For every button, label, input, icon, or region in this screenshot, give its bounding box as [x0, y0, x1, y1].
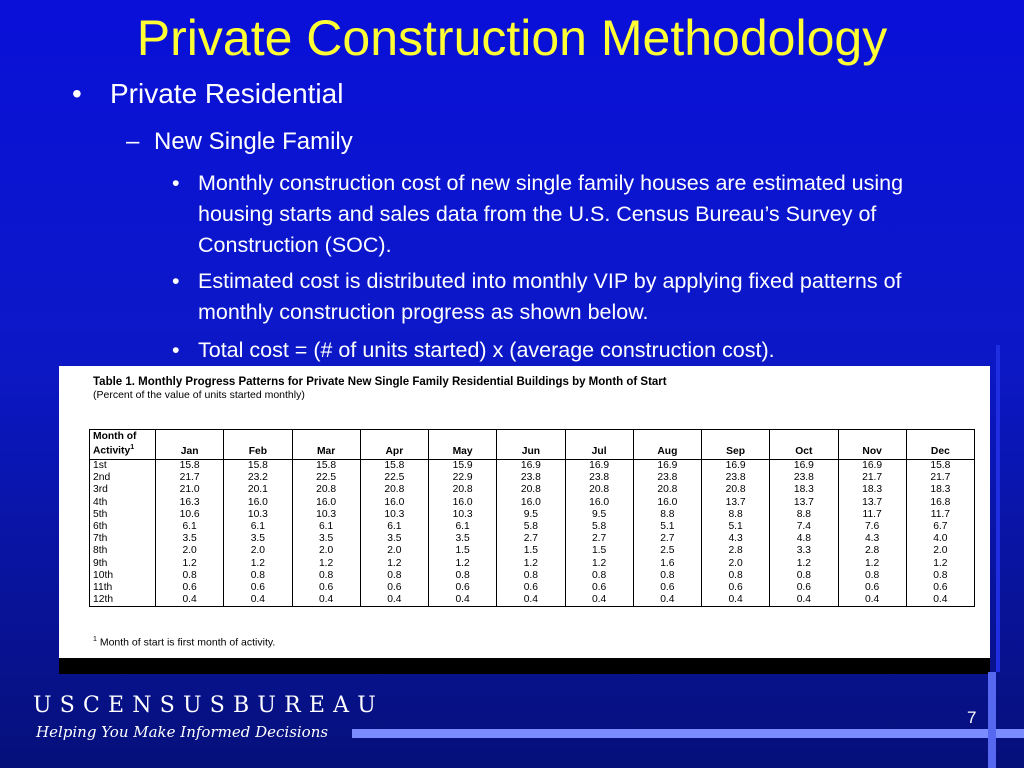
column-header: Jul [565, 430, 633, 460]
column-header: Aug [633, 430, 701, 460]
table-row [90, 484, 975, 496]
table-cell: 0.4 [429, 594, 497, 607]
bullet-level1-text: Private Residential [110, 78, 344, 109]
table-cell: 16.9 [770, 460, 838, 473]
table-cell: 0.8 [838, 570, 906, 582]
table-cell: 18.3 [770, 484, 838, 496]
table-cell: 21.0 [156, 484, 224, 496]
table-cell: 16.3 [156, 497, 224, 509]
table-cell: 21.7 [838, 472, 906, 484]
table-row [90, 545, 975, 557]
table-cell: 0.8 [770, 570, 838, 582]
table-cell: 1.2 [292, 558, 360, 570]
table-cell: 0.8 [702, 570, 770, 582]
table-cell: 2.8 [838, 545, 906, 557]
table-cell: 11.7 [906, 509, 974, 521]
footnote-text: Month of start is first month of activity. [99, 636, 276, 649]
table-cell: 0.6 [906, 582, 974, 594]
table-cell: 16.8 [906, 497, 974, 509]
table-title: Table 1. Monthly Progress Patterns for Private New Single Family Residential Buildings by Month of Start [93, 376, 667, 388]
table-row [90, 533, 975, 545]
table-cell: 8.8 [770, 509, 838, 521]
table-row [90, 582, 975, 594]
table-cell: 0.6 [565, 582, 633, 594]
table-cell: 23.2 [224, 472, 292, 484]
table-cell: 1.6 [633, 558, 701, 570]
row-label: 1st [90, 460, 156, 473]
table-cell: 23.8 [633, 472, 701, 484]
table-row [90, 472, 975, 484]
table-cell: 3.5 [224, 533, 292, 545]
table-cell: 20.8 [429, 484, 497, 496]
row-label: 2nd [90, 472, 156, 484]
table-cell: 0.8 [292, 570, 360, 582]
table-cell: 0.6 [702, 582, 770, 594]
table-row [90, 509, 975, 521]
table-cell: 21.7 [906, 472, 974, 484]
table-cell: 9.5 [497, 509, 565, 521]
table-cell: 1.5 [497, 545, 565, 557]
table-cell: 6.1 [360, 521, 428, 533]
table-cell: 0.8 [906, 570, 974, 582]
bullet-glyph: • [172, 338, 180, 362]
table-cell: 0.6 [497, 582, 565, 594]
bullet-level2-text: New Single Family [154, 128, 353, 155]
table-cell: 6.1 [292, 521, 360, 533]
table-row [90, 594, 975, 607]
table-cell: 10.6 [156, 509, 224, 521]
table-cell: 0.4 [156, 594, 224, 607]
table-cell: 15.8 [360, 460, 428, 473]
table-cell: 1.2 [224, 558, 292, 570]
table-cell: 2.8 [702, 545, 770, 557]
decorative-vertical-bar-upper [996, 345, 1000, 672]
table-cell: 0.4 [838, 594, 906, 607]
table-cell: 1.2 [429, 558, 497, 570]
table-cell: 2.0 [906, 545, 974, 557]
table-cell: 0.4 [906, 594, 974, 607]
table-row [90, 460, 975, 473]
table-cell: 6.7 [906, 521, 974, 533]
table-cell: 10.3 [360, 509, 428, 521]
table-cell: 16.9 [702, 460, 770, 473]
row-label: 9th [90, 558, 156, 570]
table-cell: 16.0 [497, 497, 565, 509]
bullet-glyph: • [172, 269, 180, 293]
table-cell: 2.0 [224, 545, 292, 557]
table-cell: 0.6 [292, 582, 360, 594]
table-cell: 5.8 [497, 521, 565, 533]
table-cell: 1.2 [906, 558, 974, 570]
table-cell: 0.8 [565, 570, 633, 582]
table-cell: 0.4 [360, 594, 428, 607]
table-cell: 16.9 [565, 460, 633, 473]
table-cell: 0.6 [360, 582, 428, 594]
table-cell: 22.9 [429, 472, 497, 484]
table-cell: 20.8 [702, 484, 770, 496]
table-subtitle: (Percent of the value of units started monthly) [93, 389, 305, 401]
table-cell: 0.8 [429, 570, 497, 582]
tagline: Helping You Make Informed Decisions [36, 723, 329, 741]
table-cell: 10.3 [429, 509, 497, 521]
column-header: Sep [702, 430, 770, 460]
table-cell: 1.5 [429, 545, 497, 557]
decorative-vertical-bar [988, 672, 996, 768]
table-cell: 10.3 [224, 509, 292, 521]
row-label: 7th [90, 533, 156, 545]
row-label: 6th [90, 521, 156, 533]
table-cell: 3.5 [292, 533, 360, 545]
table-cell: 20.1 [224, 484, 292, 496]
table-cell: 2.7 [633, 533, 701, 545]
table-cell: 6.1 [429, 521, 497, 533]
table-cell: 1.2 [565, 558, 633, 570]
table-cell: 5.1 [633, 521, 701, 533]
table-cell: 0.6 [838, 582, 906, 594]
table-cell: 16.9 [633, 460, 701, 473]
table-cell: 2.0 [702, 558, 770, 570]
table-cell: 20.8 [360, 484, 428, 496]
table-cell: 16.0 [633, 497, 701, 509]
table-cell: 0.4 [702, 594, 770, 607]
table-cell: 0.4 [292, 594, 360, 607]
table-cell: 6.1 [224, 521, 292, 533]
decorative-horizontal-bar [352, 729, 1024, 738]
row-label: 10th [90, 570, 156, 582]
table-cell: 4.8 [770, 533, 838, 545]
column-header: Oct [770, 430, 838, 460]
table-row [90, 570, 975, 582]
table-cell: 16.0 [292, 497, 360, 509]
table-cell: 1.5 [565, 545, 633, 557]
column-header: Jan [156, 430, 224, 460]
column-header: Dec [906, 430, 974, 460]
table-cell: 0.4 [565, 594, 633, 607]
table-cell: 13.7 [838, 497, 906, 509]
table-cell: 16.9 [838, 460, 906, 473]
table-cell: 0.4 [770, 594, 838, 607]
table-cell: 0.6 [633, 582, 701, 594]
table-cell: 1.2 [156, 558, 224, 570]
table-cell: 0.8 [224, 570, 292, 582]
table-cell: 3.3 [770, 545, 838, 557]
table-cell: 0.6 [224, 582, 292, 594]
table-cell: 11.7 [838, 509, 906, 521]
table-cell: 0.8 [497, 570, 565, 582]
table-cell: 23.8 [702, 472, 770, 484]
table-cell: 0.8 [633, 570, 701, 582]
table-cell: 0.6 [770, 582, 838, 594]
table-cell: 18.3 [906, 484, 974, 496]
column-header: Jun [497, 430, 565, 460]
table-cell: 0.8 [156, 570, 224, 582]
column-header: May [429, 430, 497, 460]
table-footnote [93, 636, 275, 649]
table-cell: 20.8 [292, 484, 360, 496]
column-header: Apr [360, 430, 428, 460]
row-label: 11th [90, 582, 156, 594]
header-first-line: Month of [93, 431, 137, 443]
table-cell: 23.8 [497, 472, 565, 484]
bullet-level3-text: Monthly construction cost of new single family houses are estimated using housing starts and sales data from the U.S. Census Bureau’s Survey of Construction (SOC). [198, 171, 904, 257]
column-header: Feb [224, 430, 292, 460]
row-label: 8th [90, 545, 156, 557]
table-cell: 0.6 [429, 582, 497, 594]
table-cell: 22.5 [360, 472, 428, 484]
row-label: 5th [90, 509, 156, 521]
column-header: Nov [838, 430, 906, 460]
table-cell: 6.1 [156, 521, 224, 533]
table-cell: 0.4 [633, 594, 701, 607]
table-cell: 4.3 [702, 533, 770, 545]
table-cell: 20.8 [565, 484, 633, 496]
table-cell: 16.0 [224, 497, 292, 509]
table-cell: 18.3 [838, 484, 906, 496]
bullet-glyph: • [72, 78, 82, 109]
table-row [90, 497, 975, 509]
table-cell: 5.1 [702, 521, 770, 533]
footnote-mark: 1 [93, 636, 97, 643]
table-cell: 4.0 [906, 533, 974, 545]
table-cell: 1.2 [360, 558, 428, 570]
table-cell: 3.5 [360, 533, 428, 545]
table-cell: 2.7 [565, 533, 633, 545]
table-cell: 2.0 [156, 545, 224, 557]
table-cell: 5.8 [565, 521, 633, 533]
table-cell: 2.0 [360, 545, 428, 557]
dash-glyph: – [126, 128, 140, 155]
census-bureau-wordmark: USCENSUSBUREAU [33, 693, 384, 718]
table-cell: 15.8 [906, 460, 974, 473]
table-cell: 1.2 [838, 558, 906, 570]
table-cell: 3.5 [429, 533, 497, 545]
table-header-row [90, 430, 975, 460]
table-cell: 0.8 [360, 570, 428, 582]
slide-title: Private Construction Methodology [136, 10, 888, 66]
table-cell: 3.5 [156, 533, 224, 545]
table-cell: 4.3 [838, 533, 906, 545]
table-cell: 15.8 [156, 460, 224, 473]
table-cell: 20.8 [497, 484, 565, 496]
table-cell: 0.6 [156, 582, 224, 594]
table-cell: 7.4 [770, 521, 838, 533]
page-number: 7 [967, 708, 977, 727]
table-cell: 2.5 [633, 545, 701, 557]
table-cell: 8.8 [702, 509, 770, 521]
table-cell: 2.7 [497, 533, 565, 545]
bullet-glyph: • [172, 171, 180, 195]
table-cell: 15.8 [292, 460, 360, 473]
row-label: 3rd [90, 484, 156, 496]
table-cell: 16.9 [497, 460, 565, 473]
table-cell: 0.4 [497, 594, 565, 607]
progress-pattern-table-figure [59, 366, 990, 674]
column-header: Mar [292, 430, 360, 460]
row-label: 4th [90, 497, 156, 509]
row-label: 12th [90, 594, 156, 607]
table-cell: 1.2 [770, 558, 838, 570]
table-cell: 20.8 [633, 484, 701, 496]
table-cell: 0.4 [224, 594, 292, 607]
bullet-level3-text: Total cost = (# of units started) x (average construction cost). [198, 338, 775, 362]
table-cell: 15.9 [429, 460, 497, 473]
table-cell: 22.5 [292, 472, 360, 484]
table-cell: 16.0 [565, 497, 633, 509]
table-cell: 2.0 [292, 545, 360, 557]
bullet-level3-text: Estimated cost is distributed into monthly VIP by applying fixed patterns of monthly construction progress as shown below. [198, 269, 902, 324]
header-month-of-activity [90, 430, 156, 460]
table-cell: 16.0 [360, 497, 428, 509]
table-body [90, 460, 975, 607]
table-cell: 23.8 [770, 472, 838, 484]
table-row [90, 521, 975, 533]
table-cell: 23.8 [565, 472, 633, 484]
table-cell: 8.8 [633, 509, 701, 521]
table-cell: 9.5 [565, 509, 633, 521]
table-cell: 13.7 [702, 497, 770, 509]
table-cell: 1.2 [497, 558, 565, 570]
table-cell: 21.7 [156, 472, 224, 484]
table-cell: 10.3 [292, 509, 360, 521]
progress-pattern-table [89, 429, 975, 607]
header-second-line: Activity [93, 445, 131, 457]
header-footnote-mark: 1 [130, 444, 135, 452]
table-cell: 15.8 [224, 460, 292, 473]
table-row [90, 558, 975, 570]
table-cell: 16.0 [429, 497, 497, 509]
table-cell: 7.6 [838, 521, 906, 533]
table-cell: 13.7 [770, 497, 838, 509]
